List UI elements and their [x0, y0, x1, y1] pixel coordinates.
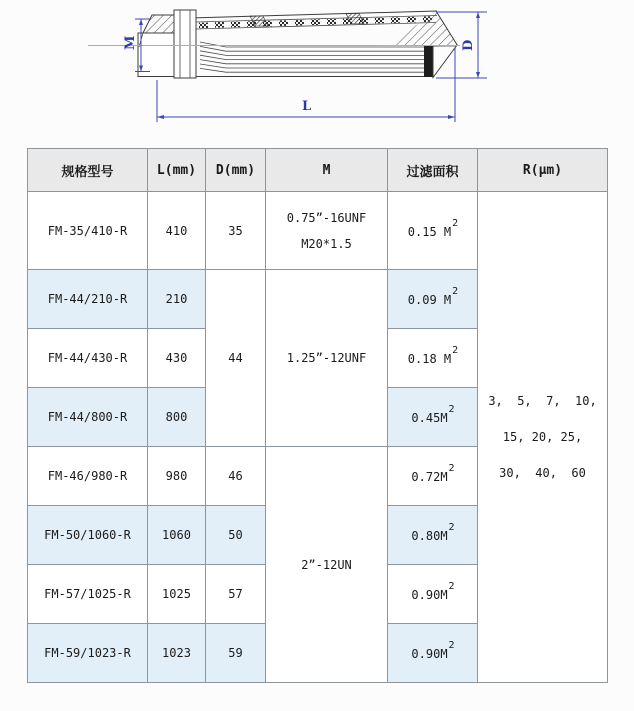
- area-cell: 0.18 $M^2$: [388, 329, 478, 388]
- m-cell-merged: 1.25”-12UNF: [266, 270, 388, 447]
- col-header-area: 过滤面积: [388, 149, 478, 192]
- l-cell: 1023: [148, 624, 206, 683]
- col-header-l: L(mm): [148, 149, 206, 192]
- l-cell: 430: [148, 329, 206, 388]
- area-cell: $0.90M^2$: [388, 565, 478, 624]
- l-cell: 210: [148, 270, 206, 329]
- col-header-d: D(mm): [206, 149, 266, 192]
- table-row: [28, 192, 608, 270]
- model-cell: FM-35/410-R: [28, 192, 148, 270]
- dim-label-l: L: [302, 99, 312, 114]
- area-cell: $0.45M^2$: [388, 388, 478, 447]
- model-cell: FM-57/1025-R: [28, 565, 148, 624]
- area-cell: 0.15 $M^2$: [388, 192, 478, 270]
- d-cell-merged: 44: [206, 270, 266, 447]
- l-cell: 1060: [148, 506, 206, 565]
- l-cell: 1025: [148, 565, 206, 624]
- d-cell: 46: [206, 447, 266, 506]
- area-cell: $0.90M^2$: [388, 624, 478, 683]
- col-header-m: M: [266, 149, 388, 192]
- spec-table: [27, 148, 608, 683]
- area-cell: $0.80M^2$: [388, 506, 478, 565]
- area-cell: $0.72M^2$: [388, 447, 478, 506]
- dimension-l: [157, 48, 455, 122]
- col-header-model: 规格型号: [28, 149, 148, 192]
- model-cell: FM-59/1023-R: [28, 624, 148, 683]
- header-row: [28, 149, 608, 192]
- r-values-cell: 3, 5, 7, 10, 15, 20, 25, 30, 40, 60: [478, 192, 608, 683]
- model-cell: FM-44/430-R: [28, 329, 148, 388]
- perforated-shell-strip: [199, 19, 434, 26]
- model-cell: FM-46/980-R: [28, 447, 148, 506]
- area-cell: 0.09 $M^2$: [388, 270, 478, 329]
- dim-label-d: D: [461, 39, 476, 51]
- col-header-r: R(μm): [478, 149, 608, 192]
- m-cell: 0.75”-16UNF M20*1.5: [266, 192, 388, 270]
- dim-label-m: M: [123, 35, 138, 50]
- d-cell: 50: [206, 506, 266, 565]
- filter-drawing: [0, 0, 634, 140]
- pleat-lines: [200, 42, 431, 72]
- d-cell: 35: [206, 192, 266, 270]
- l-cell: 410: [148, 192, 206, 270]
- l-cell: 800: [148, 388, 206, 447]
- end-cap-left: [138, 10, 196, 78]
- d-cell: 59: [206, 624, 266, 683]
- l-cell: 980: [148, 447, 206, 506]
- m-cell-merged: 2”-12UN: [266, 447, 388, 683]
- media-end-band: [424, 46, 433, 77]
- model-cell: FM-44/800-R: [28, 388, 148, 447]
- d-cell: 57: [206, 565, 266, 624]
- model-cell: FM-50/1060-R: [28, 506, 148, 565]
- model-cell: FM-44/210-R: [28, 270, 148, 329]
